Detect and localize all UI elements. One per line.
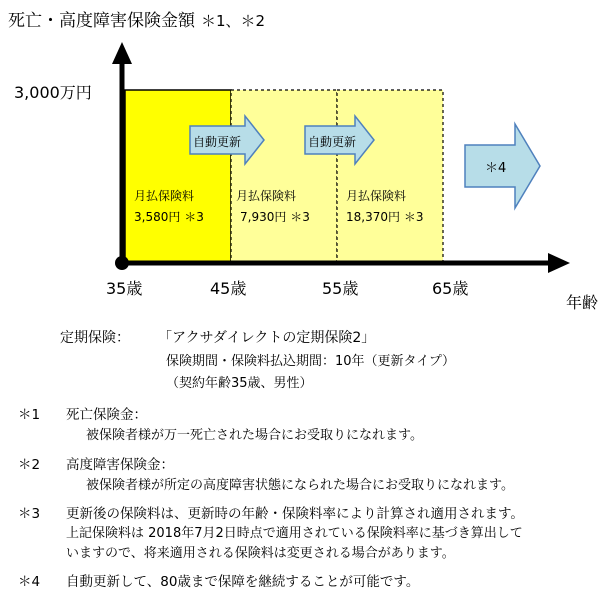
plan-term: 保険期間・保険料払込期間：10年（更新タイプ） [166,354,456,369]
x-axis-arrowhead [548,253,570,273]
note-1-mark: ＊1 [18,407,41,423]
plan-condition: （契約年齢35歳、男性） [166,376,313,391]
note-3-line-1: 上記保険料は 2018年7月2日時点で適用されている保険料率に基づき算出して [66,526,523,541]
segment-1-label: 月払保険料 [134,189,195,203]
segment-3-label: 月払保険料 [346,189,407,203]
age-tick-65: 65歳 [432,279,469,298]
diagram-title: 死亡・高度障害保険金額 ＊1、＊2 [8,11,266,31]
x-axis-label: 年齢 [566,293,599,312]
age-tick-55: 55歳 [322,279,359,298]
note-3-mark: ＊3 [18,506,41,522]
y-axis-arrowhead [112,42,132,64]
note-4-mark: ＊4 [18,574,41,590]
renewal-label-1: 自動更新 [193,135,242,149]
title-note: ＊1、＊2 [201,12,266,30]
coverage-segment-3 [337,90,443,263]
coverage-amount-label: 3,000万円 [14,83,92,102]
note-3-title: 更新後の保険料は、更新時の年齢・保険料率により計算され適用されます。 [66,506,524,522]
age-tick-35: 35歳 [106,279,143,298]
segment-2-label: 月払保険料 [236,189,297,203]
note-2-line-1: 被保険者様が所定の高度障害状態になられた場合にお受取りになれます。 [86,478,514,493]
age-tick-45: 45歳 [210,279,247,298]
note-1-title: 死亡保険金： [66,407,147,423]
plan-label: 定期保険： [60,330,130,346]
extension-label: ＊4 [485,161,507,176]
plan-name: 「アクサダイレクトの定期保険2」 [158,330,376,346]
renewal-label-2: 自動更新 [308,135,357,149]
segment-1-premium: 3,580円 ＊3 [134,210,204,224]
segment-2-premium: 7,930円 ＊3 [240,210,310,224]
note-4-title: 自動更新して、80歳まで保障を継続することが可能です。 [66,574,420,590]
segment-3-premium: 18,370円 ＊3 [346,210,424,224]
note-1-line-1: 被保険者様が万一死亡された場合にお受取りになれます。 [86,428,423,443]
origin-dot [115,256,129,270]
coverage-segment-1 [125,90,231,263]
note-2-mark: ＊2 [18,457,41,473]
note-3-line-2: いますので、将来適用される保険料は変更される場合があります。 [66,546,455,561]
coverage-segment-2 [231,90,337,263]
note-2-title: 高度障害保険金： [66,457,174,473]
